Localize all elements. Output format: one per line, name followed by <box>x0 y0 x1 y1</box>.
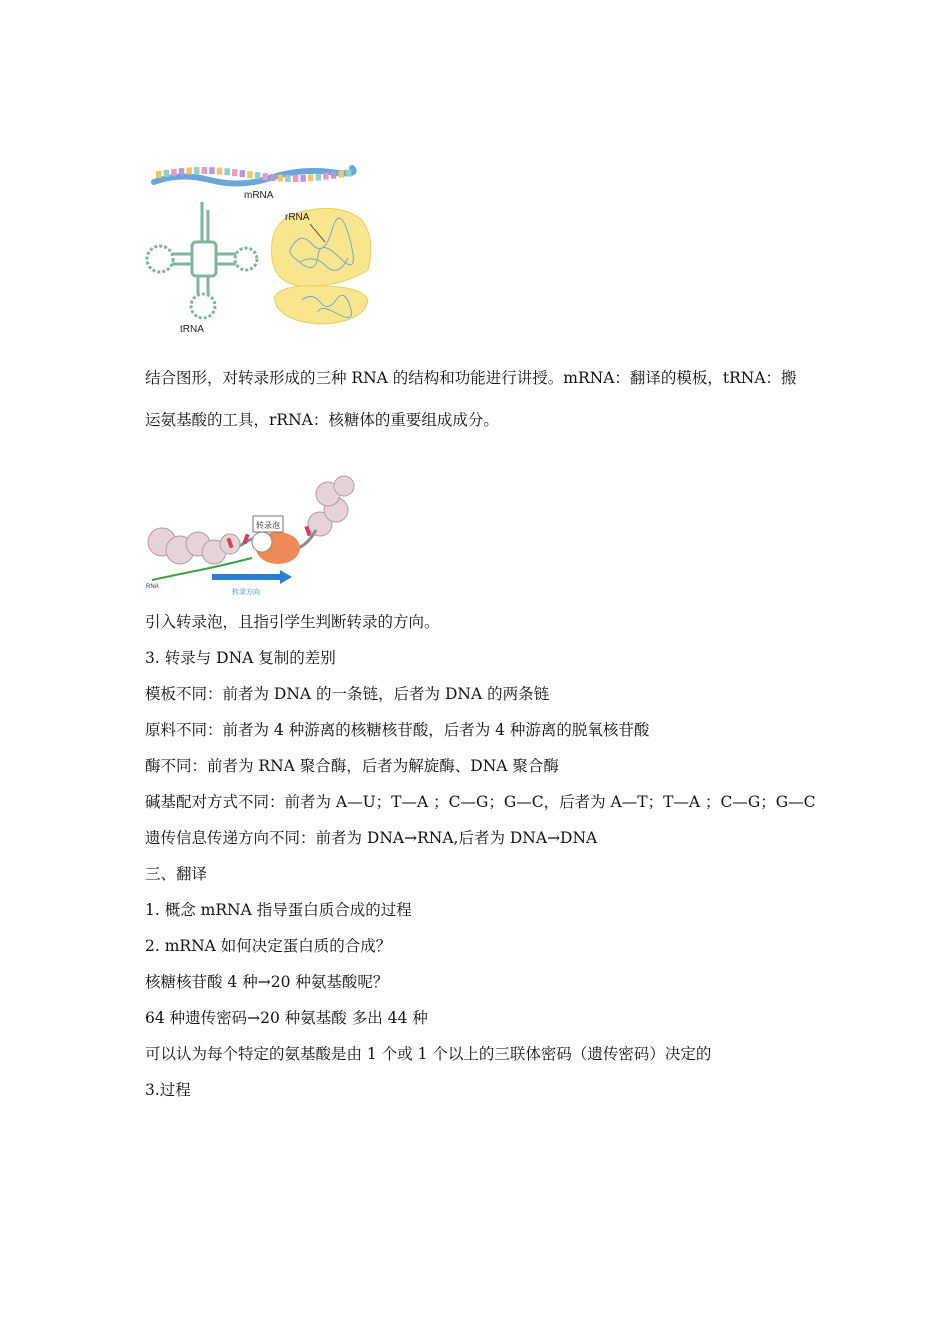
direction-label: 转录方向 <box>232 588 260 596</box>
mrna-base <box>156 171 162 178</box>
heading-differences: 3. 转录与 DNA 复制的差别 <box>145 649 336 667</box>
direction-arrow <box>212 570 292 584</box>
mrna-base <box>338 171 344 178</box>
dna-coil-right <box>308 476 354 536</box>
dna-coil-left <box>148 528 240 564</box>
concept-line: 1. 概念 mRNA 指导蛋白质合成的过程 <box>145 901 412 919</box>
codons-line: 64 种遗传密码→20 种氨基酸 多出 44 种 <box>145 1009 428 1027</box>
diff-material: 原料不同：前者为 4 种游离的核糖核苷酸，后者为 4 种游离的脱氧核苷酸 <box>145 721 650 739</box>
transcription-bubble-figure <box>140 470 360 598</box>
paragraph-rna-types-line1: 结合图形，对转录形成的三种 RNA 的结构和功能进行讲授。mRNA：翻译的模板，tRNA：搬 <box>145 369 797 387</box>
mrna-base <box>240 170 246 177</box>
rna-types-figure <box>140 150 380 340</box>
mrna-base <box>293 175 299 182</box>
mrna-base <box>300 175 306 182</box>
mrna-label: mRNA <box>244 190 274 201</box>
rrna-label: rRNA <box>285 212 310 223</box>
bases-line: 核糖核苷酸 4 种→20 种氨基酸呢？ <box>145 973 389 991</box>
mrna-base <box>323 173 329 180</box>
mrna-base <box>262 173 268 180</box>
diff-template: 模板不同：前者为 DNA 的一条链，后者为 DNA 的两条链 <box>145 685 550 703</box>
mrna-base <box>346 170 352 177</box>
mrna-base <box>202 167 208 174</box>
diff-enzyme: 酶不同：前者为 RNA 聚合酶，后者为解旋酶、DNA 聚合酶 <box>145 757 559 775</box>
mrna-base <box>171 169 177 176</box>
mrna-base <box>270 174 276 181</box>
mrna-base <box>308 174 314 181</box>
mrna-strand <box>154 167 354 184</box>
mrna-base <box>232 169 238 176</box>
question-line: 2. mRNA 如何决定蛋白质的合成？ <box>145 937 392 955</box>
mrna-base <box>285 175 291 182</box>
conclusion-line: 可以认为每个特定的氨基酸是由 1 个或 1 个以上的三联体密码（遗传密码）决定的 <box>145 1045 712 1063</box>
mrna-base <box>209 167 215 174</box>
process-heading: 3.过程 <box>145 1081 191 1099</box>
mrna-base <box>217 168 223 175</box>
trna-label: tRNA <box>180 324 204 335</box>
rna-polymerase <box>252 532 300 564</box>
mrna-base <box>179 168 185 175</box>
mrna-base <box>224 168 230 175</box>
diff-direction: 遗传信息传递方向不同：前者为 DNA→RNA,后者为 DNA→DNA <box>145 829 598 847</box>
mrna-base <box>186 168 192 175</box>
mrna-base <box>255 172 260 179</box>
rna-strand-label: RNA <box>146 584 159 590</box>
bubble-label: 转录泡 <box>256 521 280 530</box>
mrna-base <box>194 167 200 174</box>
section-translation: 三、翻译 <box>145 865 208 883</box>
paragraph-bubble: 引入转录泡，且指引学生判断转录的方向。 <box>145 613 440 631</box>
trna-cloverleaf <box>147 202 257 318</box>
mrna-base <box>316 174 322 181</box>
paragraph-rna-types-line2: 运氨基酸的工具，rRNA：核糖体的重要组成成分。 <box>145 411 499 429</box>
ribosome <box>272 208 371 324</box>
mrna-base <box>331 172 337 179</box>
mrna-base <box>164 170 170 177</box>
mrna-base <box>278 175 284 182</box>
mrna-base <box>247 171 253 178</box>
diff-pairing: 碱基配对方式不同：前者为 A—U；T—A ；C—G；G—C，后者为 A—T；T—A ；C—G；G—C <box>145 793 816 811</box>
